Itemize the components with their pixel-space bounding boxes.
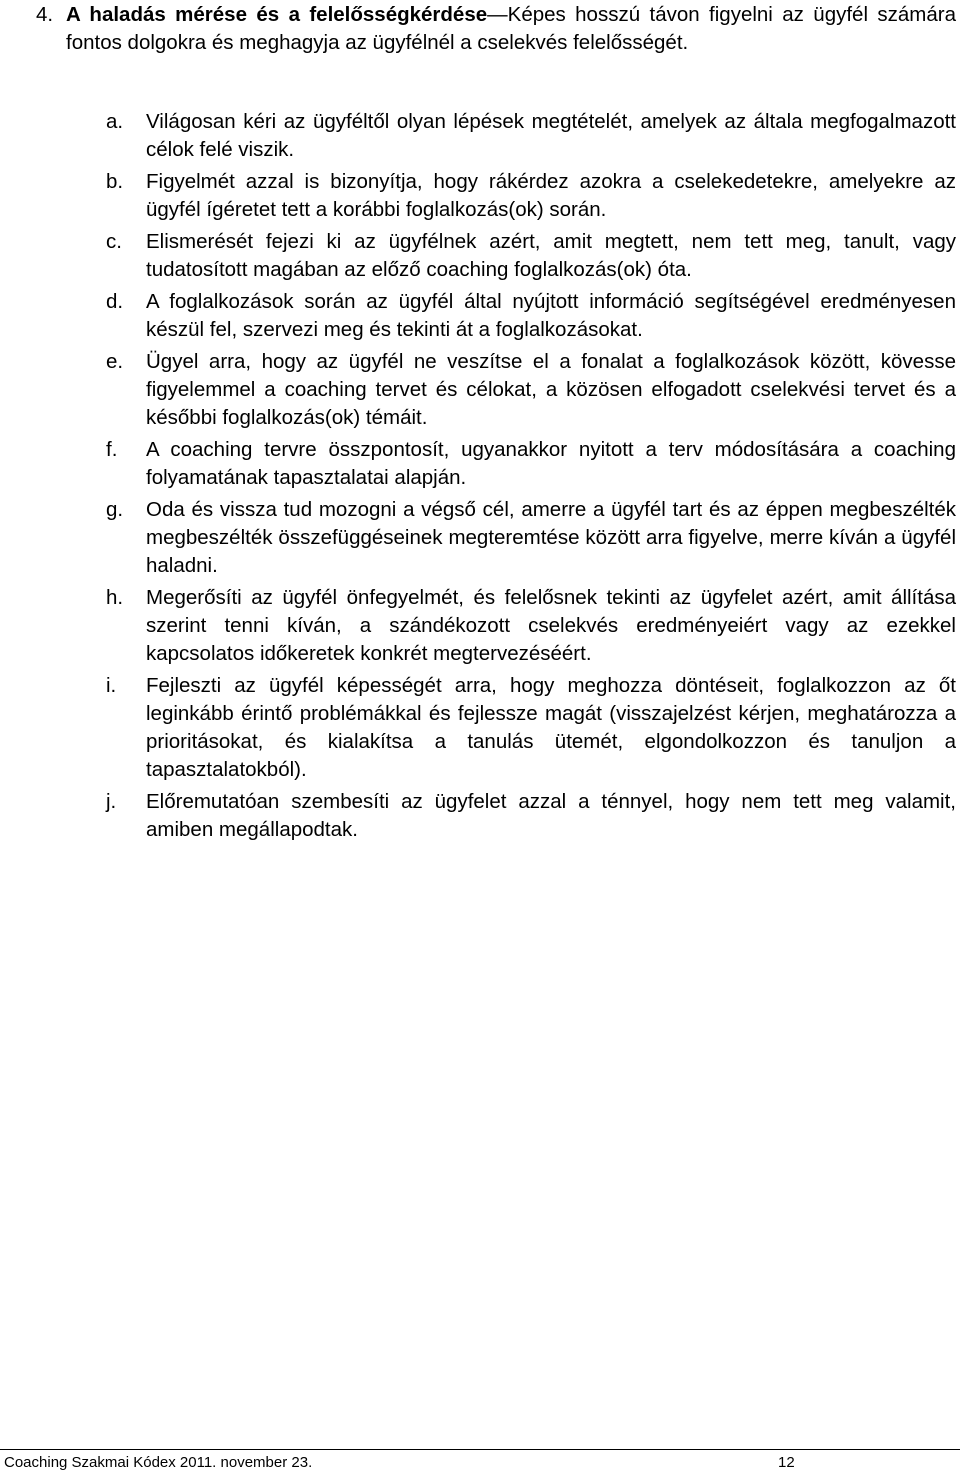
list-item-text: Világosan kéri az ügyféltől olyan lépések megtételét, amelyek az általa megfogalmazott célok felé viszik. (146, 110, 956, 161)
page-footer (0, 1449, 960, 1475)
list-item-letter: j. (106, 790, 117, 813)
title-dash: — (487, 3, 508, 26)
list-item (106, 288, 956, 344)
section-title: A haladás mérése és a felelősségkérdése (66, 3, 488, 26)
list-item-text: Fejleszti az ügyfél képességét arra, hogy meghozza döntéseit, foglalkozzon az őt leginkább érintő problémákkal és fejlessze magát (visszajelzést kérjen, meghatározza a prioritásokat, és kialakítsa a tanulás ütemét, elgondolkozzon és tanuljon a tapasztalatokból). (146, 674, 956, 781)
list-item-letter: g. (106, 498, 124, 521)
section-number: 4. (36, 3, 54, 26)
list-item (106, 788, 956, 844)
list-item-text: Oda és vissza tud mozogni a végső cél, amerre a ügyfél tart és az éppen megbeszélték megbeszélték összefüggéseinek megteremtése között arra figyelve, merre kíván a ügyfél haladni. (146, 498, 956, 577)
list-item-text: Figyelmét azzal is bizonyítja, hogy rákérdez azokra a cselekedetekre, amelyekre az ügyfél ígéretet tett a korábbi foglalkozás(ok) során. (146, 170, 956, 221)
section-body (66, 1, 956, 57)
section-4 (36, 1, 956, 57)
list-item-text: Elismerését fejezi ki az ügyfélnek azért, amit megtett, nem tett meg, tanult, vagy tudatosított magában az előző coaching foglalkozás(ok) óta. (146, 230, 956, 281)
list-item-letter: a. (106, 110, 124, 133)
list-item-text: Megerősíti az ügyfél önfegyelmét, és felelősnek tekinti az ügyfelet azért, amit állítása szerint tenni kíván, a szándékozott cselekvés eredményeiért vagy az ezekkel kapcsolatos időkeretek konkrét megtervezéséért. (146, 586, 956, 665)
list-item (106, 436, 956, 492)
list-item (106, 672, 956, 784)
list-item-letter: b. (106, 170, 124, 193)
list-item-letter: c. (106, 230, 122, 253)
list-item (106, 228, 956, 284)
list-item-text: Ügyel arra, hogy az ügyfél ne veszítse el a fonalat a foglalkozások között, kövesse figyelemmel a coaching tervet és célokat, a közösen elfogadott cselekvési tervet és a későbbi foglalkozás(ok) témáit. (146, 350, 956, 429)
list-item (106, 496, 956, 580)
list-item (106, 584, 956, 668)
list-item-text: A coaching tervre összpontosít, ugyanakkor nyitott a terv módosítására a coaching folyamatának tapasztalatai alapján. (146, 438, 956, 489)
section-intro: Képes hosszú távon figyelni az ügyfél számára fontos dolgokra és meghagyja az ügyfélnél a cselekvés felelősségét. (66, 3, 956, 54)
list-item-letter: i. (106, 674, 117, 697)
list-item (106, 348, 956, 432)
list-item (106, 108, 956, 164)
section-heading (36, 1, 956, 57)
list-item-letter: h. (106, 586, 124, 609)
footer-document-title: Coaching Szakmai Kódex 2011. november 23. (4, 1454, 313, 1471)
list-item-text: A foglalkozások során az ügyfél által nyújtott információ segítségével eredményesen készül fel, szervezi meg és tekinti át a foglalkozásokat. (146, 290, 956, 341)
list-item-letter: e. (106, 350, 124, 373)
list-item (106, 168, 956, 224)
list-item-letter: f. (106, 438, 118, 461)
list-item-letter: d. (106, 290, 124, 313)
list-item-text: Előremutatóan szembesíti az ügyfelet azzal a ténnyel, hogy nem tett meg valamit, amiben megállapodtak. (146, 790, 956, 841)
page-number: 12 (778, 1454, 795, 1471)
criteria-list (106, 108, 956, 848)
